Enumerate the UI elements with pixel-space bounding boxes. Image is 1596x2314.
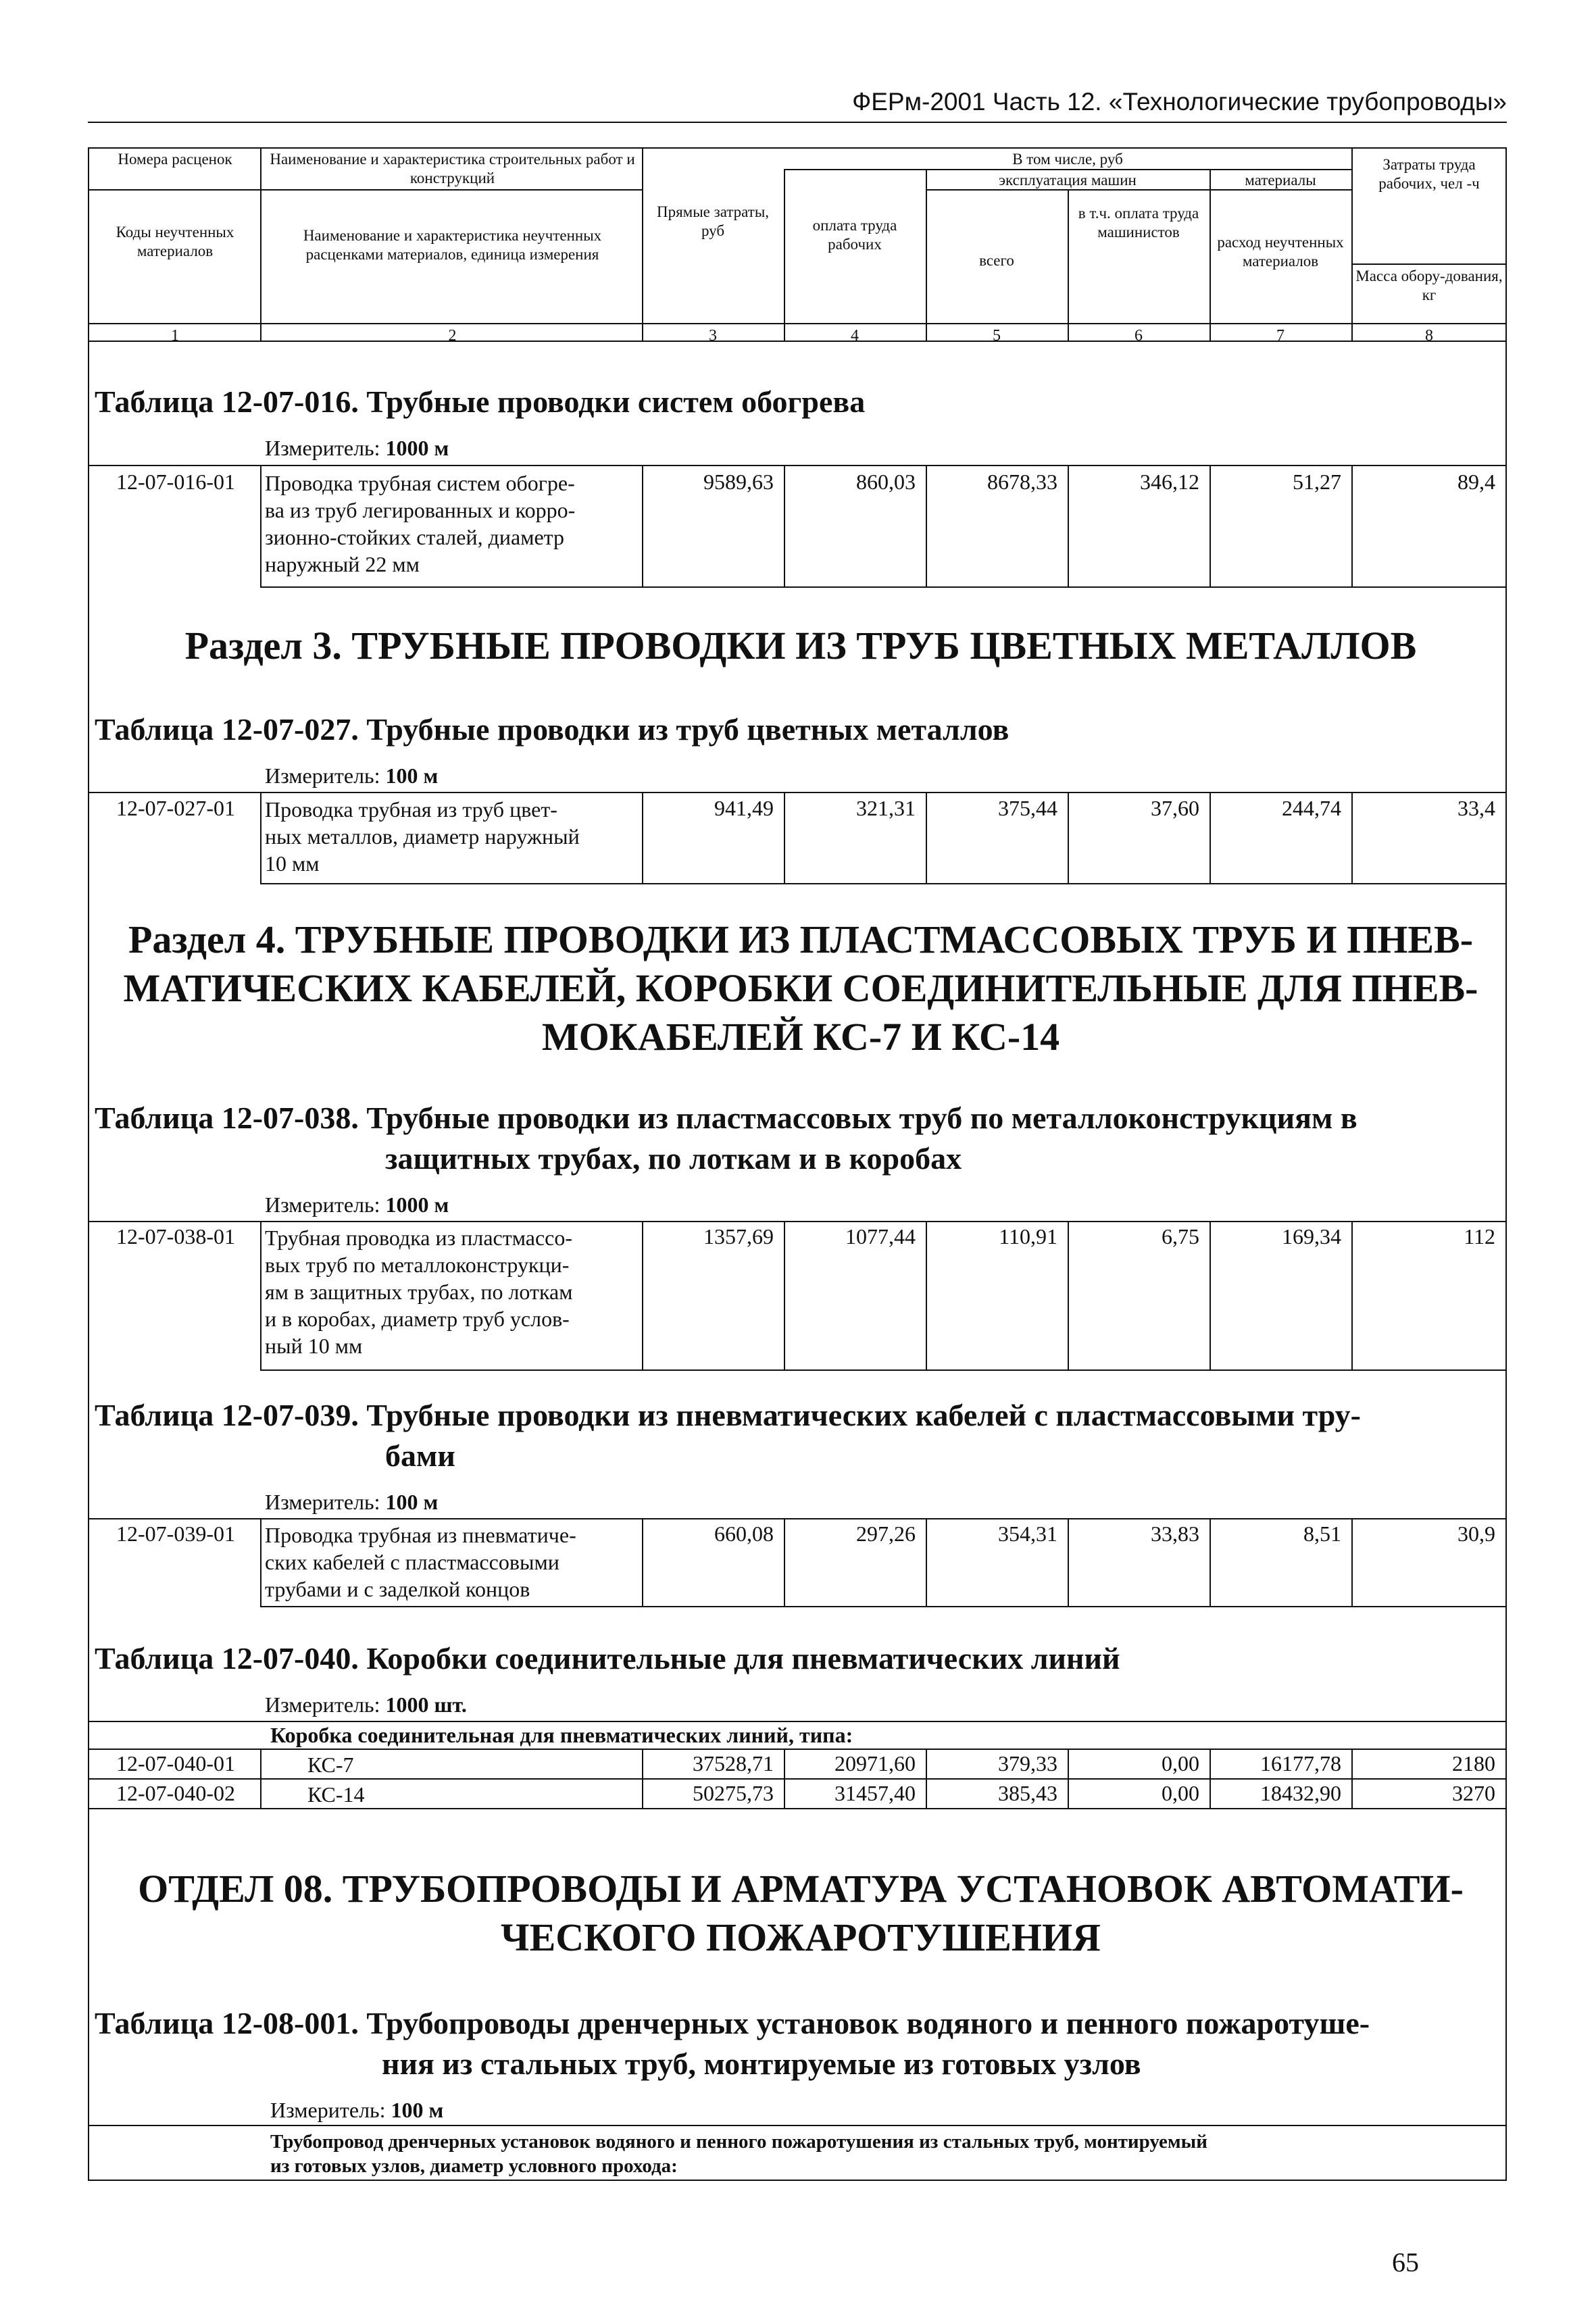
col-number: 6: [1134, 327, 1143, 345]
col-number: 5: [993, 327, 1001, 345]
page-number: 65: [1392, 2247, 1419, 2278]
materials-cost: 169,34: [1282, 1224, 1341, 1249]
table-title: Таблица 12-07-038. Трубные проводки из пластмассовых труб по металлоконструкциям в защитных трубах, по лоткам и в коробах: [95, 1101, 1357, 1176]
table-title: Таблица 12-07-039. Трубные проводки из пневматических кабелей с пластмассовыми тру- бами: [95, 1398, 1361, 1473]
machinist-pay: 37,60: [1151, 796, 1199, 820]
materials-cost: 18432,90: [1260, 1781, 1341, 1805]
table-title: Таблица 12-07-040. Коробки соединительные для пневматических линий: [95, 1641, 1120, 1676]
table-title: Таблица 12-07-027. Трубные проводки из труб цветных металлов: [95, 712, 1009, 747]
labor-cost: 2180: [1452, 1751, 1495, 1776]
unit-line: Измеритель: 100 м: [265, 1490, 439, 1514]
rate-code: 12-07-016-01: [116, 470, 235, 494]
materials-cost: 16177,78: [1260, 1751, 1341, 1776]
col-number: 1: [171, 327, 179, 345]
labor-cost: 30,9: [1457, 1521, 1495, 1546]
col-worker-pay: оплата труда рабочих: [812, 217, 897, 253]
machinist-pay: 0,00: [1162, 1781, 1199, 1805]
machinist-pay: 6,75: [1162, 1224, 1199, 1249]
rate-description: Проводка трубная систем обогре- ва из труб легированных и корро- зионно-стойких сталей, диаметр наружный 22 мм: [265, 471, 576, 576]
machinist-pay: 33,83: [1151, 1521, 1199, 1546]
worker-pay: 297,26: [856, 1521, 916, 1546]
worker-pay: 20971,60: [834, 1751, 916, 1776]
col-number: 2: [448, 327, 457, 345]
unit-line: Измеритель: 100 м: [265, 763, 439, 788]
machine-cost: 354,31: [998, 1521, 1057, 1546]
unit-line: Измеритель: 1000 м: [265, 436, 449, 460]
table-title: Таблица 12-07-016. Трубные проводки систем обогрева: [95, 384, 866, 419]
section-heading: Раздел 4. ТРУБНЫЕ ПРОВОДКИ ИЗ ПЛАСТМАССОВЫХ ТРУБ И ПНЕВ- МАТИЧЕСКИХ КАБЕЛЕЙ, КОРОБКИ СОЕДИНИТЕЛЬНЫЕ ДЛЯ ПНЕВ- МОКАБЕЛЕЙ КС-7 И КС-14: [123, 917, 1478, 1059]
col-rate-numbers: Номера расценок: [118, 151, 232, 168]
unit-line: Измеритель: 1000 м: [265, 1192, 449, 1217]
department-heading: ОТДЕЛ 08. ТРУБОПРОВОДЫ И АРМАТУРА УСТАНОВОК АВТОМАТИ- ЧЕСКОГО ПОЖАРОТУШЕНИЯ: [138, 1867, 1464, 1959]
machine-cost: 375,44: [998, 796, 1057, 820]
rate-description: Проводка трубная из пневматиче- ских кабелей с пластмассовыми трубами и с заделкой концов: [265, 1523, 576, 1601]
rate-code: 12-07-040-01: [116, 1751, 235, 1776]
direct-cost: 1357,69: [703, 1224, 774, 1249]
group-heading: Трубопровод дренчерных установок водяного и пенного пожаротушения из стальных труб, монтируемый из готовых узлов, диаметр условного прохода:: [270, 2131, 1207, 2177]
col-including: В том числе, руб: [1012, 151, 1123, 168]
col-machinist-pay: в т.ч. оплата труда машинистов: [1078, 205, 1199, 241]
rate-description: Проводка трубная из труб цвет- ных металлов, диаметр наружный 10 мм: [265, 797, 580, 876]
rate-code: 12-07-027-01: [116, 796, 235, 820]
materials-cost: 8,51: [1303, 1521, 1341, 1546]
rate-description: КС-14: [307, 1782, 365, 1807]
unit-line: Измеритель: 1000 шт.: [265, 1692, 467, 1717]
machinist-pay: 346,12: [1140, 470, 1199, 494]
col-number: 4: [851, 327, 859, 345]
group-heading: Коробка соединительная для пневматических линий, типа:: [270, 1723, 853, 1747]
table-title: Таблица 12-08-001. Трубопроводы дренчерных установок водяного и пенного пожаротуше- ния из стальных труб, монтируемые из готовых узлов: [95, 2006, 1370, 2081]
machine-cost: 110,91: [999, 1224, 1057, 1249]
col-materials: материалы: [1245, 172, 1316, 188]
col-number: 3: [709, 327, 717, 345]
worker-pay: 860,03: [856, 470, 916, 494]
labor-cost: 33,4: [1457, 796, 1495, 820]
rate-code: 12-07-039-01: [116, 1521, 235, 1546]
materials-cost: 51,27: [1293, 470, 1341, 494]
worker-pay: 1077,44: [845, 1224, 916, 1249]
direct-cost: 37528,71: [693, 1751, 774, 1776]
col-equipment-mass: Масса обору-дования, кг: [1355, 268, 1503, 303]
col-machine-total: всего: [979, 252, 1014, 269]
col-unaccounted-materials: расход неучтенных материалов: [1217, 234, 1344, 270]
labor-cost: 3270: [1452, 1781, 1495, 1805]
col-number: 7: [1276, 327, 1285, 345]
rate-code: 12-07-038-01: [116, 1224, 235, 1249]
running-header: ФЕРм-2001 Часть 12. «Технологические трубопроводы»: [852, 88, 1507, 116]
header-rule: [88, 122, 1507, 123]
direct-cost: 50275,73: [693, 1781, 774, 1805]
direct-cost: 660,08: [714, 1521, 774, 1546]
col-unaccounted-codes: Коды неучтенных материалов: [116, 224, 234, 259]
col-number: 8: [1425, 327, 1433, 345]
rate-description: Трубная проводка из пластмассо- вых труб по металлоконструкци- ям в защитных трубах, по лоткам и в коробах, диаметр труб услов- ный 10 мм: [265, 1226, 573, 1358]
col-machine-operation: эксплуатация машин: [999, 172, 1137, 188]
labor-cost: 112: [1464, 1224, 1495, 1249]
rate-description: КС-7: [307, 1753, 354, 1777]
unit-line: Измеритель: 100 м: [270, 2098, 444, 2122]
section-heading: Раздел 3. ТРУБНЫЕ ПРОВОДКИ ИЗ ТРУБ ЦВЕТНЫХ МЕТАЛЛОВ: [184, 624, 1417, 668]
labor-cost: 89,4: [1457, 470, 1495, 494]
worker-pay: 31457,40: [834, 1781, 916, 1805]
machine-cost: 379,33: [998, 1751, 1057, 1776]
col-direct-costs: Прямые затраты, руб: [656, 203, 770, 239]
machine-cost: 385,43: [998, 1781, 1057, 1805]
col-work-name: Наименование и характеристика строительных работ и конструкций: [270, 151, 635, 186]
machine-cost: 8678,33: [987, 470, 1057, 494]
direct-cost: 9589,63: [703, 470, 774, 494]
direct-cost: 941,49: [714, 796, 774, 820]
worker-pay: 321,31: [856, 796, 916, 820]
rate-code: 12-07-040-02: [116, 1781, 235, 1805]
col-labor-costs: Затраты труда рабочих, чел -ч: [1378, 156, 1480, 192]
machinist-pay: 0,00: [1162, 1751, 1199, 1776]
col-material-name: Наименование и характеристика неучтенных расценками материалов, единица измерения: [303, 227, 602, 263]
materials-cost: 244,74: [1282, 796, 1341, 820]
